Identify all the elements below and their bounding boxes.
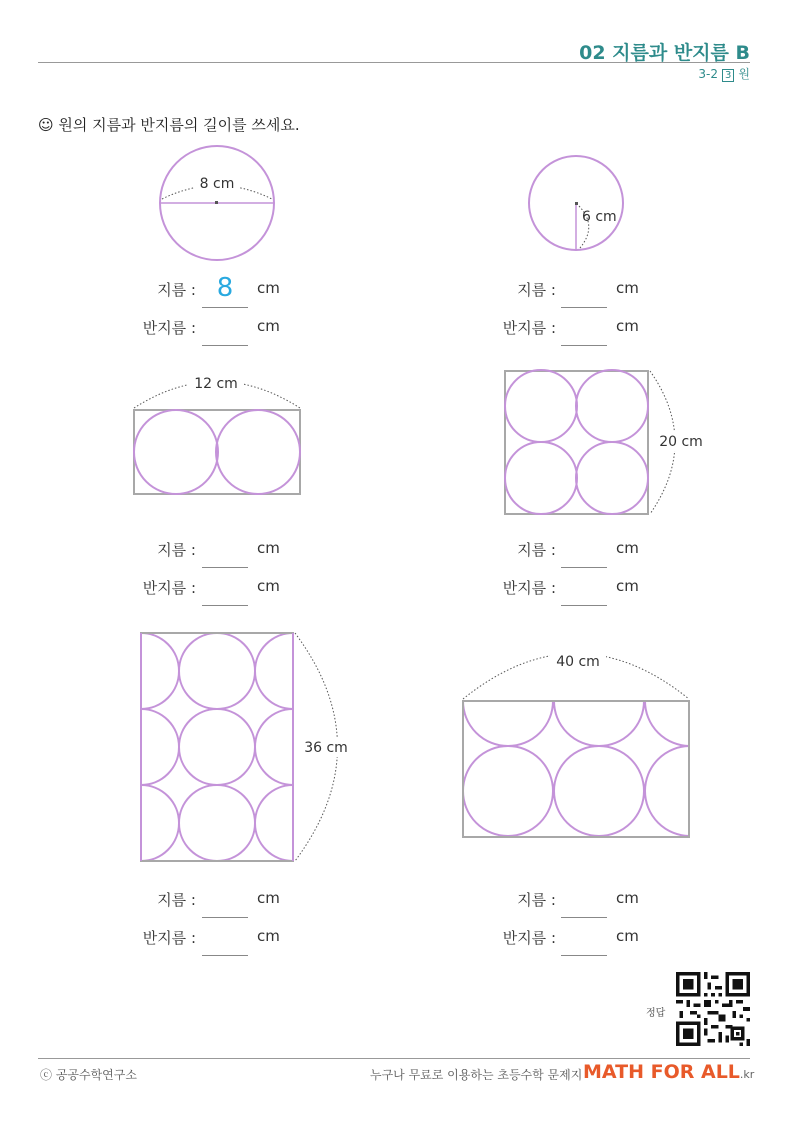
problem-3-diameter-blank[interactable] xyxy=(202,537,248,568)
problem-5-radius-blank[interactable] xyxy=(202,925,248,956)
problem-4-diameter-row: 지름 : xyxy=(517,541,556,559)
unit-name: 원 xyxy=(738,67,750,81)
problem-2-label: 6 cm xyxy=(582,209,617,225)
footer-divider xyxy=(38,1058,750,1059)
problem-6-label: 40 cm xyxy=(556,654,600,670)
circle xyxy=(179,633,255,709)
problem-3-radius-blank[interactable] xyxy=(202,575,248,606)
problem-5-diameter-blank[interactable] xyxy=(202,887,248,918)
problem-4-radius-unit: cm xyxy=(616,577,639,595)
problem-1-radius-row xyxy=(100,313,196,343)
problem-6-diameter-row: 지름 : xyxy=(517,891,556,909)
radius-label: 반지름 : xyxy=(142,319,196,337)
problem-6-figure xyxy=(463,650,735,837)
problem-6-radius-unit: cm xyxy=(616,927,639,945)
problem-4-diameter-unit: cm xyxy=(616,539,639,557)
problem-6-diameter-blank[interactable] xyxy=(561,887,607,918)
circle xyxy=(134,410,218,494)
problem-5-radius-unit: cm xyxy=(257,927,280,945)
footer-tagline: 누구나 무료로 이용하는 초등수학 문제지 xyxy=(370,1068,583,1082)
center-point xyxy=(575,202,578,205)
problem-4-diameter-blank[interactable] xyxy=(561,537,607,568)
circle xyxy=(505,442,577,514)
problem-2-figure xyxy=(529,156,623,250)
problem-3-diameter-row: 지름 : xyxy=(157,541,196,559)
problem-4-radius-blank[interactable] xyxy=(561,575,607,606)
problem-4-radius-row: 반지름 : xyxy=(502,579,556,597)
diameter-label: 지름 : xyxy=(157,281,196,299)
problem-2-diameter-blank[interactable] xyxy=(561,277,607,308)
copyright: ⓒ 공공수학연구소 xyxy=(40,1068,137,1082)
center-point xyxy=(215,201,218,204)
problem-1-diameter-answer: 8 xyxy=(216,273,234,303)
rectangle xyxy=(141,633,293,861)
problem-3-radius-row: 반지름 : xyxy=(142,579,196,597)
problem-1-label: 8 cm xyxy=(199,176,235,192)
problem-1-radius-unit: cm xyxy=(257,317,280,335)
problem-5-radius-row: 반지름 : xyxy=(142,929,196,947)
circle xyxy=(216,410,300,494)
circle xyxy=(576,370,648,442)
circle xyxy=(554,746,644,836)
problem-6-diameter-unit: cm xyxy=(616,889,639,907)
brand-suffix: .kr xyxy=(739,1068,755,1081)
grade-label: 3-2 xyxy=(698,67,719,81)
circle xyxy=(179,709,255,785)
problem-1-diameter-unit: cm xyxy=(257,279,280,297)
problem-2-radius-row: 반지름 : xyxy=(502,319,556,337)
problem-1-diameter-row xyxy=(100,275,196,305)
problem-3-diameter-unit: cm xyxy=(257,539,280,557)
instruction: ☺ 원의 지름과 반지름의 길이를 쓰세요. xyxy=(38,116,300,134)
problem-2-diameter-unit: cm xyxy=(616,279,639,297)
problem-1-radius-blank[interactable] xyxy=(202,315,248,346)
problem-5-label: 36 cm xyxy=(304,740,348,756)
brand-name: MATH FOR ALL xyxy=(583,1061,740,1083)
problem-3-radius-unit: cm xyxy=(257,577,280,595)
problem-2-radius-blank[interactable] xyxy=(561,315,607,346)
problem-2-diameter-row: 지름 : xyxy=(517,281,556,299)
problem-6-radius-blank[interactable] xyxy=(561,925,607,956)
problem-1-diameter-blank[interactable] xyxy=(202,273,248,308)
circle xyxy=(463,746,553,836)
problem-4-label: 20 cm xyxy=(659,434,703,450)
circle xyxy=(505,370,577,442)
circle xyxy=(576,442,648,514)
circle xyxy=(179,785,255,861)
problem-3-figure xyxy=(134,372,300,494)
problem-5-figure xyxy=(103,633,352,861)
problem-3-label: 12 cm xyxy=(194,376,238,392)
problem-1-figure xyxy=(160,146,274,260)
problem-2-radius-unit: cm xyxy=(616,317,639,335)
rectangle xyxy=(505,371,648,514)
problem-4-figure xyxy=(505,370,706,514)
problem-5-diameter-row: 지름 : xyxy=(157,891,196,909)
problem-6-radius-row: 반지름 : xyxy=(502,929,556,947)
unit-number-badge: 3 xyxy=(722,69,734,82)
problem-5-diameter-unit: cm xyxy=(257,889,280,907)
answer-label: 정답 xyxy=(646,1008,666,1019)
answer-qr-code[interactable] xyxy=(676,972,750,1046)
rectangle xyxy=(463,701,689,837)
brand-logo xyxy=(583,1061,754,1083)
page-title: 02 지름과 반지름 B xyxy=(579,42,750,64)
